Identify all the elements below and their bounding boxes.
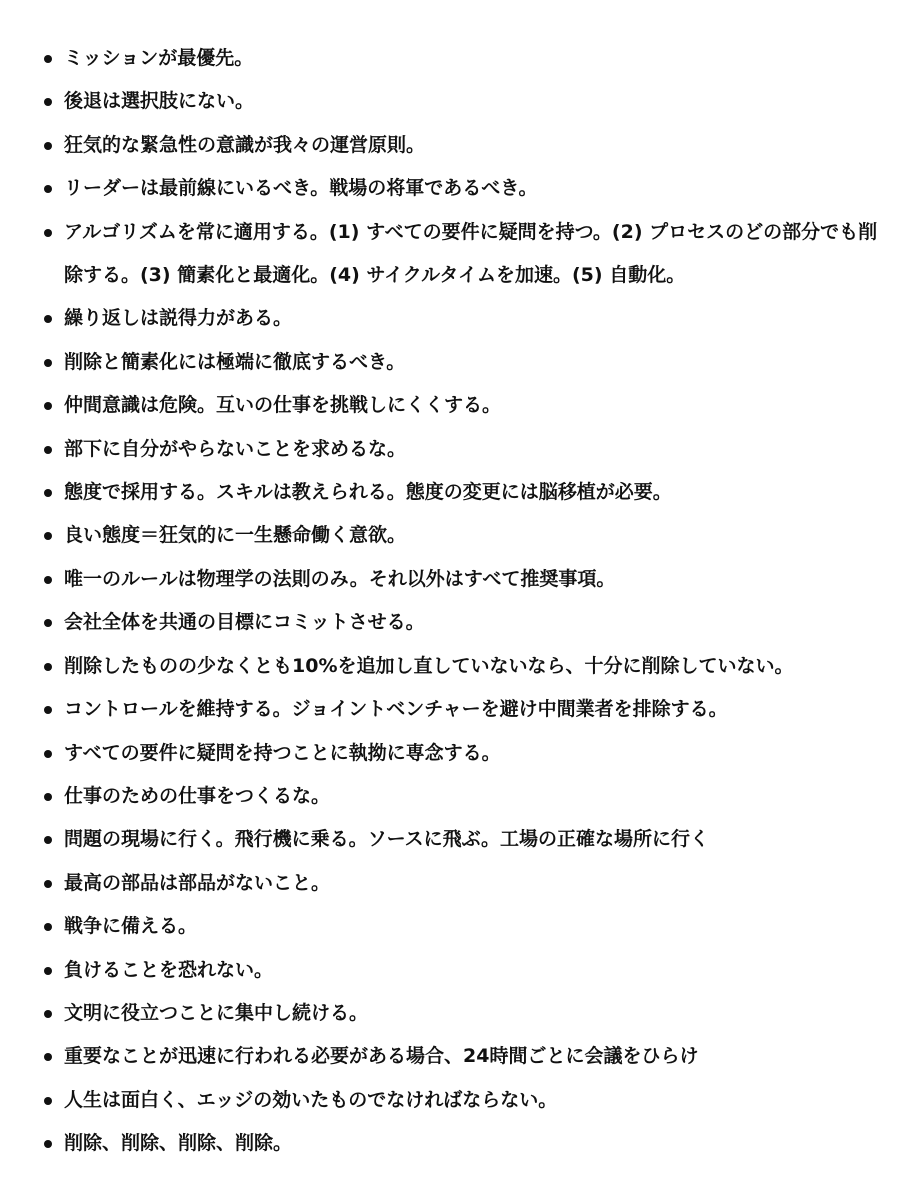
list-item <box>44 384 890 427</box>
list-item-text: 仲間意識は危険。互いの仕事を挑戦しにくくする。 <box>64 394 502 417</box>
list-item <box>44 992 890 1035</box>
bullet-icon <box>44 98 52 106</box>
list-item-text: 文明に役立つことに集中し続ける。 <box>64 1001 369 1024</box>
bullet-icon <box>44 315 52 323</box>
list-item <box>44 949 890 992</box>
bullet-icon <box>44 402 52 410</box>
bullet-icon <box>44 489 52 497</box>
list-item <box>44 775 890 818</box>
bullet-icon <box>44 880 52 888</box>
list-item <box>44 167 890 210</box>
list-item-text: 繰り返しは説得力がある。 <box>64 307 293 330</box>
list-item-text: 重要なことが迅速に行われる必要がある場合、24時間ごとに会議をひらけ <box>64 1045 699 1068</box>
list-item <box>44 862 890 905</box>
bullet-icon <box>44 185 52 193</box>
bullet-icon <box>44 229 52 237</box>
list-item-text: 人生は面白く、エッジの効いたものでなければならない。 <box>64 1088 558 1111</box>
list-item <box>44 688 890 731</box>
list-item <box>44 1079 890 1122</box>
list-item-text: 削除、削除、削除、削除。 <box>64 1132 293 1155</box>
bullet-icon <box>44 1053 52 1061</box>
bullet-icon <box>44 532 52 540</box>
list-item-text: 唯一のルールは物理学の法則のみ。それ以外はすべて推奨事項。 <box>64 567 616 590</box>
list-item-text: リーダーは最前線にいるべき。戦場の将軍であるべき。 <box>64 177 538 200</box>
list-item <box>44 297 890 340</box>
bullet-icon <box>44 1140 52 1148</box>
bullet-icon <box>44 446 52 454</box>
bullet-icon <box>44 706 52 714</box>
list-item-text: 仕事のための仕事をつくるな。 <box>64 784 331 807</box>
bullet-icon <box>44 55 52 63</box>
list-item <box>44 1035 890 1078</box>
list-item <box>44 645 890 688</box>
list-item-text: 削除と簡素化には極端に徹底するべき。 <box>64 350 406 373</box>
list-item <box>44 732 890 775</box>
list-item <box>44 905 890 948</box>
list-item <box>44 428 890 471</box>
bullet-icon <box>44 663 52 671</box>
list-item <box>44 341 890 384</box>
bullet-icon <box>44 1010 52 1018</box>
list-item-text: 態度で採用する。スキルは教えられる。態度の変更には脳移植が必要。 <box>64 481 672 504</box>
list-item <box>44 80 890 123</box>
bullet-icon <box>44 750 52 758</box>
list-item <box>44 471 890 514</box>
list-item-text: 良い態度＝狂気的に一生懸命働く意欲。 <box>64 524 407 547</box>
list-item-text: 後退は選択肢にない。 <box>64 90 255 113</box>
list-item <box>44 558 890 601</box>
bullet-icon <box>44 142 52 150</box>
list-item-text: 部下に自分がやらないことを求めるな。 <box>64 437 407 460</box>
list-item-text: コントロールを維持する。ジョイントベンチャーを避け中間業者を排除する。 <box>64 698 728 721</box>
list-item-text: ミッションが最優先。 <box>64 47 254 69</box>
list-item <box>44 37 890 80</box>
bullet-icon <box>44 359 52 367</box>
list-item <box>44 211 890 298</box>
list-item-text: 戦争に備える。 <box>64 915 198 938</box>
bullet-icon <box>44 1097 52 1105</box>
bullet-icon <box>44 576 52 584</box>
bullet-icon <box>44 923 52 931</box>
bullet-icon <box>44 967 52 975</box>
list-item-text: 最高の部品は部品がないこと。 <box>64 871 331 894</box>
list-item-text: 負けることを恐れない。 <box>64 958 274 981</box>
list-item <box>44 601 890 644</box>
list-item-text: 問題の現場に行く。飛行機に乗る。ソースに飛ぶ。工場の正確な場所に行く <box>64 828 710 851</box>
list-item-text: 削除したものの少なくとも10%を追加し直していないなら、十分に削除していない。 <box>64 654 794 677</box>
bullet-icon <box>44 619 52 627</box>
list-item <box>44 514 890 557</box>
bullet-icon <box>44 836 52 844</box>
principles-list <box>44 37 890 1166</box>
list-item-text: アルゴリズムを常に適用する。(1) すべての要件に疑問を持つ。(2) プロセスのどの部分でも削除する。(3) 簡素化と最適化。(4) サイクルタイムを加速。(5) 自動化。 <box>64 220 878 287</box>
list-item <box>44 818 890 861</box>
list-item-text: 狂気的な緊急性の意識が我々の運営原則。 <box>64 133 426 156</box>
list-item <box>44 1122 890 1165</box>
list-item-text: すべての要件に疑問を持つことに執拗に専念する。 <box>64 741 501 764</box>
list-item <box>44 124 890 167</box>
list-item-text: 会社全体を共通の目標にコミットさせる。 <box>64 611 425 634</box>
bullet-icon <box>44 793 52 801</box>
